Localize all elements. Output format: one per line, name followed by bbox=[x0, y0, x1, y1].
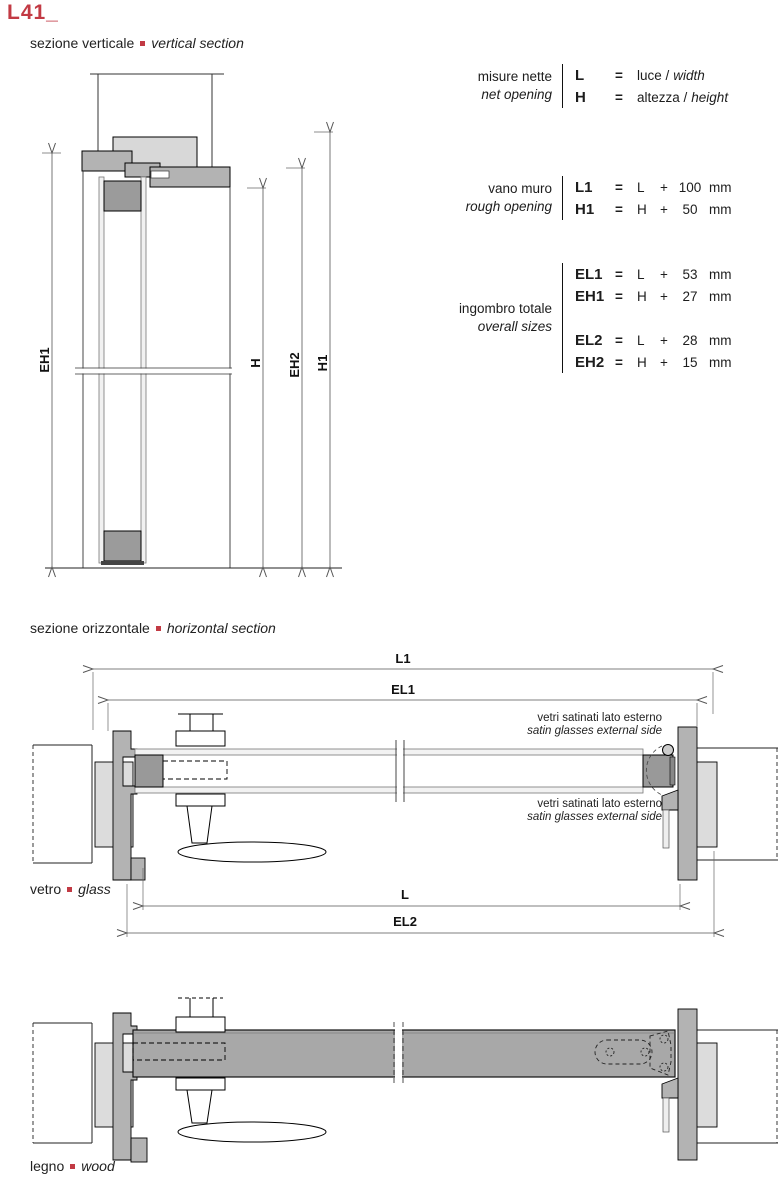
spec-label-it: misure nette bbox=[477, 69, 552, 85]
spec-plus: + bbox=[660, 354, 668, 370]
dimension-eh1 bbox=[37, 153, 61, 567]
dimension-h1 bbox=[314, 132, 333, 567]
spec-term: EL2 bbox=[575, 331, 603, 349]
spec-unit: mm bbox=[709, 179, 732, 195]
spec-group-0 bbox=[440, 64, 780, 108]
page-title: L41_ bbox=[7, 1, 59, 24]
spec-unit: mm bbox=[709, 332, 732, 348]
spec-row-H1 bbox=[575, 198, 732, 220]
spec-plus: + bbox=[660, 201, 668, 217]
spec-unit: mm bbox=[709, 288, 732, 304]
spec-label-en: net opening bbox=[481, 87, 552, 102]
spec-eq: = bbox=[615, 67, 623, 83]
spec-unit: mm bbox=[709, 266, 732, 282]
break-line bbox=[394, 1022, 403, 1086]
spec-base: L bbox=[637, 266, 645, 282]
red-square-bullet bbox=[67, 887, 72, 892]
spec-row-EL2 bbox=[575, 329, 732, 351]
wall-left bbox=[33, 1023, 92, 1143]
dim-label-el1: EL1 bbox=[391, 682, 415, 697]
spec-expr-it: altezza / bbox=[637, 89, 688, 105]
annotation-en: satin glasses external side bbox=[527, 811, 662, 823]
spec-row-H bbox=[575, 86, 728, 108]
glass-material-label bbox=[30, 881, 111, 897]
spec-term: EL1 bbox=[575, 265, 603, 283]
wall-left bbox=[33, 745, 92, 863]
horizontal-section-glass-drawing bbox=[25, 645, 782, 945]
red-square-bullet bbox=[70, 1164, 75, 1169]
spec-group-label bbox=[440, 68, 562, 104]
spec-group-2 bbox=[440, 263, 780, 373]
dim-label-h1: H1 bbox=[315, 354, 330, 372]
spec-label-it: ingombro totale bbox=[458, 301, 552, 317]
satin-glass-annotation-bottom bbox=[527, 798, 662, 823]
label-en: glass bbox=[78, 881, 111, 897]
spec-term: EH1 bbox=[575, 287, 605, 305]
spec-label-en: rough opening bbox=[465, 199, 552, 214]
spec-expr-en: height bbox=[691, 89, 729, 105]
spec-expr-en: width bbox=[673, 67, 705, 83]
label-it: legno bbox=[30, 1158, 65, 1174]
spec-num: 27 bbox=[682, 288, 698, 304]
hinge-stile bbox=[643, 745, 675, 796]
spec-term: H bbox=[575, 88, 586, 106]
spec-expr-it: luce / bbox=[637, 67, 670, 83]
spec-term: L1 bbox=[575, 178, 593, 196]
spec-row-EH1 bbox=[575, 285, 732, 307]
spec-eq: = bbox=[615, 89, 623, 105]
spec-base: L bbox=[637, 332, 645, 348]
spec-num: 100 bbox=[678, 179, 702, 195]
label-en: wood bbox=[81, 1158, 115, 1174]
dim-label-el2: EL2 bbox=[393, 914, 417, 929]
dim-label-eh1: EH1 bbox=[37, 347, 52, 373]
spec-unit: mm bbox=[709, 201, 732, 217]
label-en: horizontal section bbox=[166, 620, 276, 636]
spec-num: 28 bbox=[682, 332, 698, 348]
annotation-en: satin glasses external side bbox=[527, 725, 662, 737]
annotation-it: vetri satinati lato esterno bbox=[537, 798, 662, 810]
spec-row-EH2 bbox=[575, 351, 732, 373]
spec-term: EH2 bbox=[575, 353, 605, 371]
spec-base: H bbox=[637, 354, 647, 370]
spec-eq: = bbox=[615, 266, 623, 282]
door-leaf-glass bbox=[135, 740, 675, 802]
spec-plus: + bbox=[660, 266, 668, 282]
spec-eq: = bbox=[615, 288, 623, 304]
break-line bbox=[396, 740, 404, 802]
spec-row-L1 bbox=[575, 176, 732, 198]
spec-base: L bbox=[637, 179, 645, 195]
spec-row-EL1 bbox=[575, 263, 732, 285]
dimension-el2 bbox=[127, 851, 714, 937]
spec-group-label bbox=[440, 180, 562, 216]
spec-eq: = bbox=[615, 201, 623, 217]
red-square-bullet bbox=[140, 41, 145, 46]
wood-material-label bbox=[30, 1158, 115, 1174]
spec-num: 53 bbox=[682, 266, 698, 282]
spec-plus: + bbox=[660, 288, 668, 304]
dimension-h bbox=[247, 188, 266, 567]
spec-plus: + bbox=[660, 332, 668, 348]
annotation-it: vetri satinati lato esterno bbox=[537, 712, 662, 724]
spec-rows bbox=[562, 176, 732, 220]
spec-base: H bbox=[637, 201, 647, 217]
spec-eq: = bbox=[615, 179, 623, 195]
spec-plus: + bbox=[660, 179, 668, 195]
horizontal-section-label bbox=[30, 620, 276, 636]
spec-eq: = bbox=[615, 332, 623, 348]
red-square-bullet bbox=[156, 626, 161, 631]
spec-eq: = bbox=[615, 354, 623, 370]
spec-row-L bbox=[575, 64, 728, 86]
spec-label-it: vano muro bbox=[488, 181, 552, 197]
dim-label-l1: L1 bbox=[395, 651, 411, 666]
satin-glass-annotation-top bbox=[527, 712, 662, 737]
horizontal-section-wood-drawing bbox=[25, 975, 782, 1165]
break-line bbox=[75, 368, 232, 374]
dimension-eh2 bbox=[286, 168, 305, 567]
dim-label-l: L bbox=[401, 887, 409, 902]
spec-term: H1 bbox=[575, 200, 595, 218]
dim-label-eh2: EH2 bbox=[287, 352, 302, 378]
label-it: sezione orizzontale bbox=[30, 620, 150, 636]
dim-label-h: H bbox=[248, 358, 263, 368]
label-it: sezione verticale bbox=[30, 35, 135, 51]
spec-term: L bbox=[575, 66, 585, 84]
spec-num: 50 bbox=[682, 201, 698, 217]
vertical-section-label bbox=[30, 35, 244, 51]
spec-rows bbox=[562, 64, 728, 108]
spec-base: H bbox=[637, 288, 647, 304]
spec-label-en: overall sizes bbox=[477, 319, 552, 334]
label-en: vertical section bbox=[151, 35, 244, 51]
vertical-section-drawing bbox=[25, 58, 355, 603]
spec-group-1 bbox=[440, 176, 780, 220]
spec-group-label bbox=[440, 300, 562, 336]
spec-spacer bbox=[575, 307, 732, 329]
dimension-l bbox=[143, 868, 680, 910]
spec-rows bbox=[562, 263, 732, 373]
spec-unit: mm bbox=[709, 354, 732, 370]
spec-num: 15 bbox=[682, 354, 698, 370]
label-it: vetro bbox=[30, 881, 62, 897]
